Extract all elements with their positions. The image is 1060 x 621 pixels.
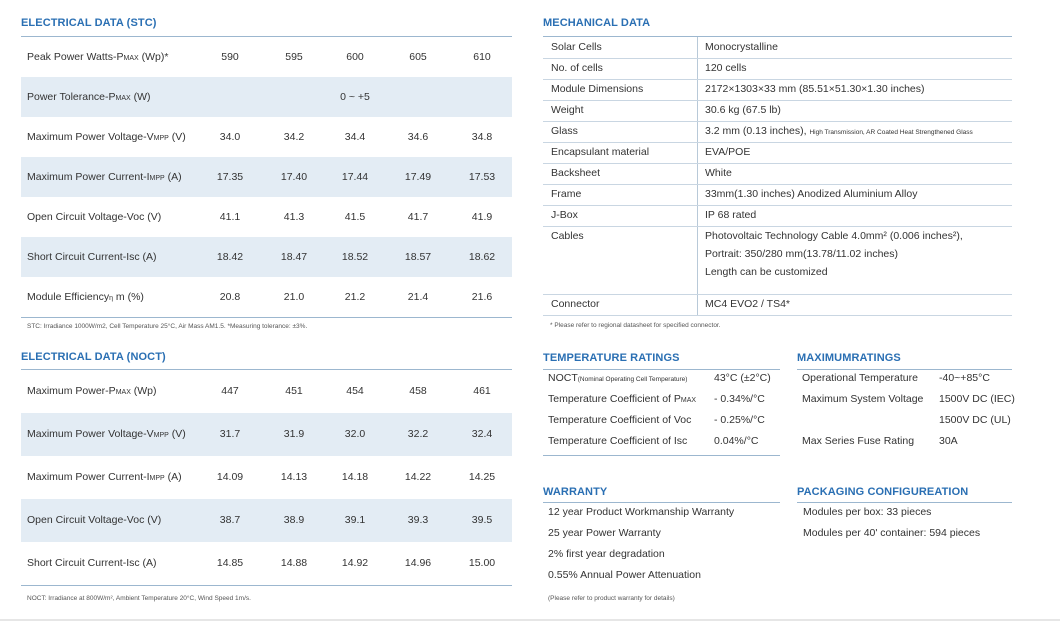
noct-table xyxy=(21,370,512,586)
warranty-item: 12 year Product Workmanship Warranty xyxy=(548,506,735,518)
mechanical-row-value: 33mm(1.30 inches) Anodized Aluminium Alloy xyxy=(705,188,918,200)
mechanical-row-value-line: Length can be customized xyxy=(705,266,828,278)
stc-bottom-rule xyxy=(21,317,512,318)
stc-row-label-sub: MAX xyxy=(115,95,131,102)
temperature-row-value: - 0.34%/°C xyxy=(714,393,765,405)
noct-row-label-sub: MPP xyxy=(149,475,165,482)
noct-row xyxy=(21,456,512,499)
noct-value-cell: 14.25 xyxy=(468,471,496,483)
mechanical-row-value: 120 cells xyxy=(705,62,747,74)
stc-value-cell: 21.6 xyxy=(471,291,493,303)
stc-footnote: STC: Irradiance 1000W/m2, Cell Temperature 25°C, Air Mass AM1.5. *Measuring tolerance: ±3%. xyxy=(27,323,308,330)
mechanical-row xyxy=(543,294,1012,315)
stc-value-cell: 600 xyxy=(346,51,364,63)
stc-value-cell: 17.53 xyxy=(468,171,496,183)
mechanical-row xyxy=(543,58,1012,79)
noct-value-cell: 15.00 xyxy=(468,557,496,569)
stc-value-cell: 17.49 xyxy=(404,171,432,183)
warranty-item: 2% first year degradation xyxy=(548,548,665,560)
temperature-row-label: Temperature Coefficient of Isc xyxy=(548,435,688,447)
stc-row xyxy=(21,277,512,317)
noct-row xyxy=(21,370,512,413)
warranty-footnote: (Please refer to product warranty for details) xyxy=(548,595,675,602)
noct-row xyxy=(21,542,512,585)
stc-row xyxy=(21,237,512,277)
noct-value-cell: 14.13 xyxy=(280,471,308,483)
temperature-table xyxy=(543,370,780,456)
noct-value-cell: 447 xyxy=(221,385,239,397)
noct-value-cell: 458 xyxy=(409,385,427,397)
temperature-row-label: Temperature Coefficient of Voc xyxy=(548,414,692,426)
noct-title: ELECTRICAL DATA (NOCT) xyxy=(21,351,166,363)
stc-value-cell: 41.7 xyxy=(407,211,429,223)
stc-row-label-sub: η xyxy=(109,295,114,302)
stc-row xyxy=(21,117,512,157)
mechanical-row-label: Module Dimensions xyxy=(551,83,644,95)
mechanical-row-value-extra: High Transmission, AR Coated Heat Strengthened Glass xyxy=(809,129,973,136)
noct-footnote: NOCT: Irradiance at 800W/m², Ambient Temperature 20°C, Wind Speed 1m/s. xyxy=(27,595,251,602)
noct-value-cell: 14.09 xyxy=(216,471,244,483)
noct-value-cell: 14.85 xyxy=(216,557,244,569)
temperature-row-label: Temperature Coefficient of PMAX xyxy=(548,393,697,405)
stc-value-cell: 41.5 xyxy=(344,211,366,223)
noct-value-cell: 14.92 xyxy=(341,557,369,569)
mechanical-row-label: Weight xyxy=(551,104,584,116)
mechanical-title: MECHANICAL DATA xyxy=(543,17,651,29)
temperature-row-label: NOCT(Nominal Operating Cell Temperature) xyxy=(548,372,688,384)
stc-value-cell: 21.0 xyxy=(283,291,305,303)
mechanical-row-label: Connector xyxy=(551,298,600,310)
noct-value-cell: 39.1 xyxy=(344,514,366,526)
mechanical-row-label: Frame xyxy=(551,188,582,200)
stc-value-cell: 18.57 xyxy=(404,251,432,263)
packaging-list xyxy=(797,503,1012,547)
noct-value-cell: 451 xyxy=(285,385,303,397)
noct-row-label: Short Circuit Current-Isc (A) xyxy=(27,557,157,569)
maximum-row-label: Max Series Fuse Rating xyxy=(802,435,915,447)
stc-row xyxy=(21,37,512,77)
maximum-row-value: 30A xyxy=(939,435,958,447)
stc-row-label: Maximum Power Voltage-VMPP (V) xyxy=(27,131,186,143)
noct-value-cell: 31.9 xyxy=(283,428,305,440)
noct-row-label-sub: MAX xyxy=(115,389,131,396)
stc-row-label: Short Circuit Current-Isc (A) xyxy=(27,251,157,263)
noct-row xyxy=(21,413,512,456)
mechanical-row-value: IP 68 rated xyxy=(705,209,757,221)
maximum-row-label: Operational Temperature xyxy=(802,372,918,384)
mechanical-row-label: No. of cells xyxy=(551,62,603,74)
temperature-row-label-sub: MAX xyxy=(680,397,697,404)
maximum-table xyxy=(797,370,1015,456)
noct-value-cell: 38.9 xyxy=(283,514,305,526)
packaging-item: Modules per 40' container: 594 pieces xyxy=(803,527,981,539)
mechanical-row xyxy=(543,163,1012,184)
stc-value-cell: 18.62 xyxy=(468,251,496,263)
mechanical-row xyxy=(543,142,1012,163)
stc-value-cell: 34.4 xyxy=(344,131,366,143)
noct-value-cell: 14.88 xyxy=(280,557,308,569)
noct-value-cell: 14.96 xyxy=(404,557,432,569)
mechanical-row-value: White xyxy=(705,167,732,179)
noct-row-label-sub: MPP xyxy=(153,432,169,439)
maximum-row-label: Maximum System Voltage xyxy=(802,393,924,405)
noct-value-cell: 454 xyxy=(346,385,364,397)
noct-row xyxy=(21,499,512,542)
noct-value-cell: 39.5 xyxy=(471,514,493,526)
mechanical-row-label: Encapsulant material xyxy=(551,146,650,158)
temperature-title: TEMPERATURE RATINGS xyxy=(543,352,680,364)
mechanical-row xyxy=(543,121,1012,142)
mechanical-row-value-line: Photovoltaic Technology Cable 4.0mm² (0.006 inches²), xyxy=(705,230,963,242)
stc-row-label: Maximum Power Current-IMPP (A) xyxy=(27,171,182,183)
mechanical-row-value: Monocrystalline xyxy=(705,41,778,53)
noct-value-cell: 39.3 xyxy=(407,514,429,526)
temperature-row-value: 0.04%/°C xyxy=(714,435,759,447)
mechanical-row xyxy=(543,79,1012,100)
noct-row-label: Open Circuit Voltage-Voc (V) xyxy=(27,514,162,526)
mechanical-footnote: * Please refer to regional datasheet for specified connector. xyxy=(550,322,721,329)
mechanical-row-label: Glass xyxy=(551,125,578,137)
mechanical-table xyxy=(543,37,1012,315)
mechanical-row-label: J-Box xyxy=(551,209,578,221)
maximum-row-value: -40~+85°C xyxy=(939,372,990,384)
maximum-title: MAXIMUMRATINGS xyxy=(797,352,901,364)
stc-value-cell: 17.44 xyxy=(341,171,369,183)
mechanical-row-rule xyxy=(543,315,1012,316)
stc-value-cell: 18.42 xyxy=(216,251,244,263)
temperature-row-label-note: (Nominal Operating Cell Temperature) xyxy=(577,376,688,383)
temperature-bottom-rule xyxy=(543,455,780,456)
maximum-row-value: 1500V DC (IEC) xyxy=(939,393,1015,405)
mechanical-row-value: 2172×1303×33 mm (85.51×51.30×1.30 inches) xyxy=(705,83,925,95)
noct-value-cell: 14.22 xyxy=(404,471,432,483)
stc-value-cell: 17.35 xyxy=(216,171,244,183)
stc-tolerance-cell: 0 ~ +5 xyxy=(340,91,370,103)
stc-row xyxy=(21,197,512,237)
mechanical-row-value: MC4 EVO2 / TS4* xyxy=(705,298,791,310)
noct-value-cell: 32.0 xyxy=(344,428,366,440)
stc-value-cell: 605 xyxy=(409,51,427,63)
packaging-title: PACKAGING CONFIGUREATION xyxy=(797,486,969,498)
stc-value-cell: 41.1 xyxy=(219,211,241,223)
stc-value-cell: 34.6 xyxy=(407,131,429,143)
mechanical-row-value: 30.6 kg (67.5 lb) xyxy=(705,104,781,116)
stc-row xyxy=(21,77,512,117)
noct-value-cell: 38.7 xyxy=(219,514,241,526)
stc-row-label-sub: MPP xyxy=(149,175,165,182)
stc-value-cell: 21.2 xyxy=(344,291,366,303)
stc-value-cell: 595 xyxy=(285,51,303,63)
stc-value-cell: 18.52 xyxy=(341,251,369,263)
mechanical-row-value: 3.2 mm (0.13 inches), High Transmission, AR Coated Heat Strengthened Glass xyxy=(705,125,973,137)
stc-row-label: Module Efficiencyη m (%) xyxy=(27,291,144,303)
warranty-item: 25 year Power Warranty xyxy=(548,527,661,539)
noct-row-label: Maximum Power-PMAX (Wp) xyxy=(27,385,157,397)
stc-value-cell: 610 xyxy=(473,51,491,63)
stc-value-cell: 18.47 xyxy=(280,251,308,263)
mechanical-row-value-line: Portrait: 350/280 mm(13.78/11.02 inches) xyxy=(705,248,898,260)
stc-value-cell: 34.2 xyxy=(283,131,305,143)
mechanical-row xyxy=(543,37,1012,58)
stc-row-label: Power Tolerance-PMAX (W) xyxy=(27,91,151,103)
stc-row xyxy=(21,157,512,197)
mechanical-row-label: Cables xyxy=(551,230,584,242)
mechanical-row xyxy=(543,100,1012,121)
noct-value-cell: 32.4 xyxy=(471,428,493,440)
noct-bottom-rule xyxy=(21,585,512,586)
warranty-list xyxy=(543,503,780,587)
mechanical-row xyxy=(543,205,1012,226)
stc-row-label: Open Circuit Voltage-Voc (V) xyxy=(27,211,162,223)
noct-row-label: Maximum Power Current-IMPP (A) xyxy=(27,471,182,483)
stc-value-cell: 20.8 xyxy=(219,291,241,303)
stc-value-cell: 41.9 xyxy=(471,211,493,223)
stc-title: ELECTRICAL DATA (STC) xyxy=(21,17,157,29)
stc-value-cell: 590 xyxy=(221,51,239,63)
stc-value-cell: 21.4 xyxy=(407,291,429,303)
warranty-item: 0.55% Annual Power Attenuation xyxy=(548,569,701,581)
packaging-item: Modules per box: 33 pieces xyxy=(803,506,932,518)
mechanical-row xyxy=(543,226,1012,294)
mechanical-row xyxy=(543,184,1012,205)
stc-value-cell: 41.3 xyxy=(283,211,305,223)
stc-table xyxy=(21,37,512,317)
maximum-row-value: 1500V DC (UL) xyxy=(939,414,1011,426)
temperature-row-value: - 0.25%/°C xyxy=(714,414,765,426)
mechanical-row-value: EVA/POE xyxy=(705,146,751,158)
mechanical-row-label: Solar Cells xyxy=(551,41,602,53)
mechanical-row-label: Backsheet xyxy=(551,167,601,179)
stc-row-label-sub: MPP xyxy=(153,135,169,142)
temperature-row-value: 43°C (±2°C) xyxy=(714,372,771,384)
noct-value-cell: 461 xyxy=(473,385,491,397)
stc-value-cell: 34.8 xyxy=(471,131,493,143)
noct-value-cell: 31.7 xyxy=(219,428,241,440)
stc-value-cell: 34.0 xyxy=(219,131,241,143)
noct-value-cell: 32.2 xyxy=(407,428,429,440)
stc-value-cell: 17.40 xyxy=(280,171,308,183)
noct-row-label: Maximum Power Voltage-VMPP (V) xyxy=(27,428,186,440)
noct-value-cell: 14.18 xyxy=(341,471,369,483)
warranty-title: WARRANTY xyxy=(543,486,608,498)
stc-row-label-sub: MAX xyxy=(123,55,139,62)
stc-row-label: Peak Power Watts-PMAX (Wp)* xyxy=(27,51,169,63)
